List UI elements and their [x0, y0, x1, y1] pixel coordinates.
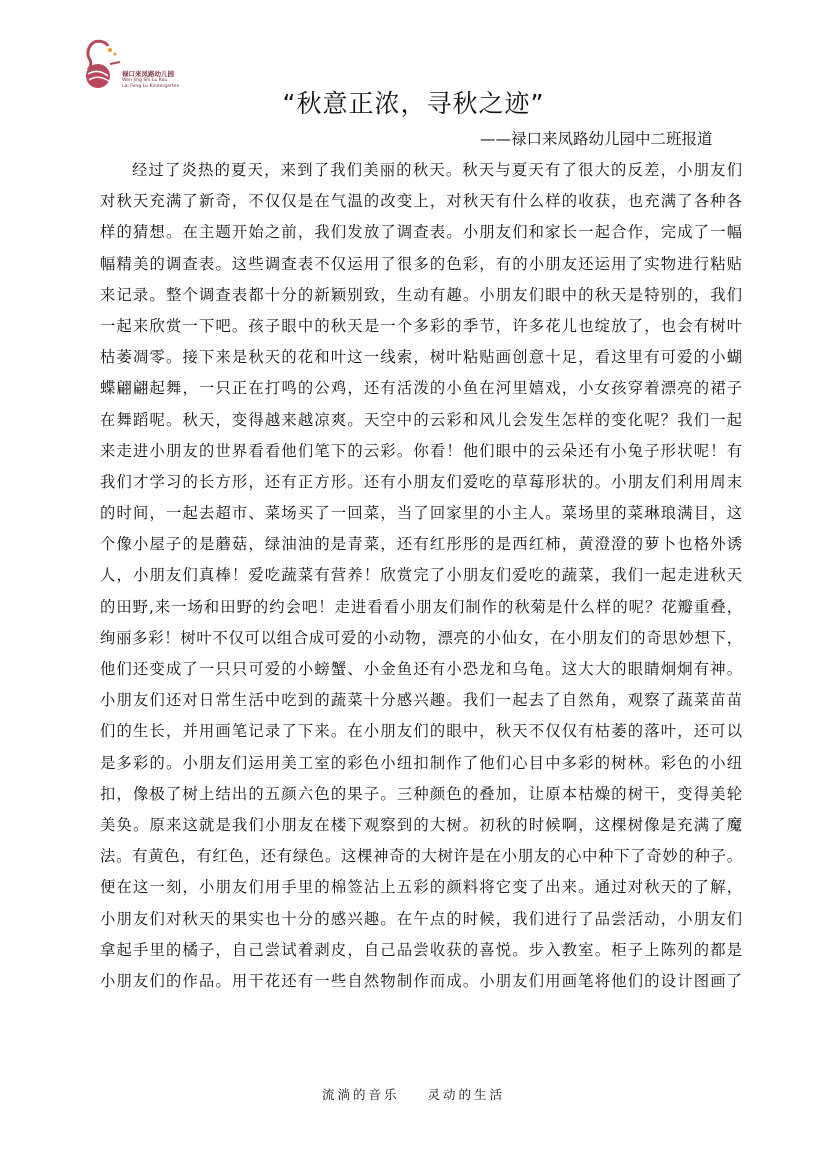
paragraph-line: 美奂。原来这就是我们小朋友在楼下观察到的大树。初秋的时候啊，这棵树像是充满了魔 — [100, 815, 742, 834]
paragraph-line: 的时间，一起去超市、菜场买了一回菜，当了回家里的小主人。菜场里的菜琳琅满目，这 — [100, 504, 742, 523]
paragraph-line: 绚丽多彩！树叶不仅可以组合成可爱的小动物，漂亮的小仙女，在小朋友们的奇思妙想下， — [100, 628, 742, 647]
paragraph-line: 一起来欣赏一下吧。孩子眼中的秋天是一个多彩的季节，许多花儿也绽放了，也会有树叶 — [100, 316, 742, 335]
paragraph-line: 对秋天充满了新奇，不仅仅是在气温的改变上，对秋天有什么样的收获，也充满了各种各 — [100, 192, 742, 211]
page-footer: 流淌的音乐 灵动的生活 — [322, 1087, 505, 1102]
paragraph-line: 我们才学习的长方形，还有正方形。还有小朋友们爱吃的草莓形状的。小朋友们利用周末 — [100, 472, 742, 491]
paragraph-line: 小朋友们还对日常生活中吃到的蔬菜十分感兴趣。我们一起去了自然角，观察了蔬菜苗苗 — [100, 691, 742, 710]
article-body — [100, 155, 742, 997]
paragraph-line: 来记录。整个调查表都十分的新颖别致，生动有趣。小朋友们眼中的秋天是特别的，我们 — [100, 285, 742, 304]
paragraph-line: 便在这一刻，小朋友们用手里的棉签沾上五彩的颜料将它变了出来。通过对秋天的了解， — [100, 878, 742, 897]
logo-english-line1: Wen Jing Shi Lu Kou — [122, 78, 168, 83]
paragraph-line: 样的猜想。在主题开始之前，我们发放了调查表。小朋友们和家长一起合作，完成了一幅 — [100, 223, 742, 242]
paragraph-line: 小朋友们的作品。用干花还有一些自然物制作而成。小朋友们用画笔将他们的设计图画了 — [100, 971, 742, 990]
paragraph-line: 经过了炎热的夏天，来到了我们美丽的秋天。秋天与夏天有了很大的反差，小朋友们 — [132, 161, 742, 179]
paragraph-line: 拿起手里的橘子，自己尝试着剥皮，自己品尝收获的喜悦。步入教室。柜子上陈列的都是 — [100, 940, 742, 959]
page-subtitle: ——禄口来凤路幼儿园中二班报道 — [480, 130, 713, 148]
paragraph-line: 来走进小朋友的世界看看他们笔下的云彩。你看！他们眼中的云朵还有小兔子形状呢！有 — [100, 441, 742, 460]
paragraph-line: 蝶翩翩起舞，一只正在打鸣的公鸡，还有活泼的小鱼在河里嬉戏，小女孩穿着漂亮的裙子 — [100, 379, 742, 398]
logo-english-line2: Lai Feng Lu Kindergarten — [122, 84, 180, 89]
paragraph-line: 枯萎凋零。接下来是秋天的花和叶这一线索，树叶粘贴画创意十足，看这里有可爱的小蝴 — [100, 348, 742, 367]
paragraph-line: 个像小屋子的是蘑菇，绿油油的是青菜，还有红彤彤的是西红柿，黄澄澄的萝卜也格外诱 — [100, 535, 742, 554]
paragraph-line: 人，小朋友们真棒！爱吃蔬菜有营养！欣赏完了小朋友们爱吃的蔬菜，我们一起走进秋天 — [100, 566, 742, 585]
paragraph-line: 他们还变成了一只只可爱的小螃蟹、小金鱼还有小恐龙和乌龟。这大大的眼睛炯炯有神。 — [100, 660, 742, 678]
paragraph-line: 是多彩的。小朋友们运用美工室的彩色小纽扣制作了他们心目中多彩的树林。彩色的小纽 — [100, 753, 742, 772]
logo-chinese-name: 禄口来凤路幼儿园 — [122, 70, 174, 78]
paragraph-line: 法。有黄色，有红色，还有绿色。这棵神奇的大树许是在小朋友的心中种下了奇妙的种子。 — [100, 847, 742, 866]
paragraph-line: 们的生长，并用画笔记录了下来。在小朋友们的眼中，秋天不仅仅有枯萎的落叶，还可以 — [100, 722, 742, 741]
paragraph-line: 在舞蹈呢。秋天，变得越来越凉爽。天空中的云彩和风儿会发生怎样的变化呢？我们一起 — [100, 410, 742, 429]
paragraph-line: 幅精美的调查表。这些调查表不仅运用了很多的色彩，有的小朋友还运用了实物进行粘贴 — [100, 254, 742, 273]
paragraph-line: 小朋友们对秋天的果实也十分的感兴趣。在午点的时候，我们进行了品尝活动，小朋友们 — [100, 909, 742, 928]
paragraph-line: 的田野,来一场和田野的约会吧！走进看看小朋友们制作的秋菊是什么样的呢？花瓣重叠， — [100, 597, 742, 616]
page-title: “秋意正浓，寻秋之迹” — [282, 89, 545, 118]
paragraph-line: 扣，像极了树上结出的五颜六色的果子。三种颜色的叠加，让原本枯燥的树干，变得美轮 — [100, 784, 742, 803]
